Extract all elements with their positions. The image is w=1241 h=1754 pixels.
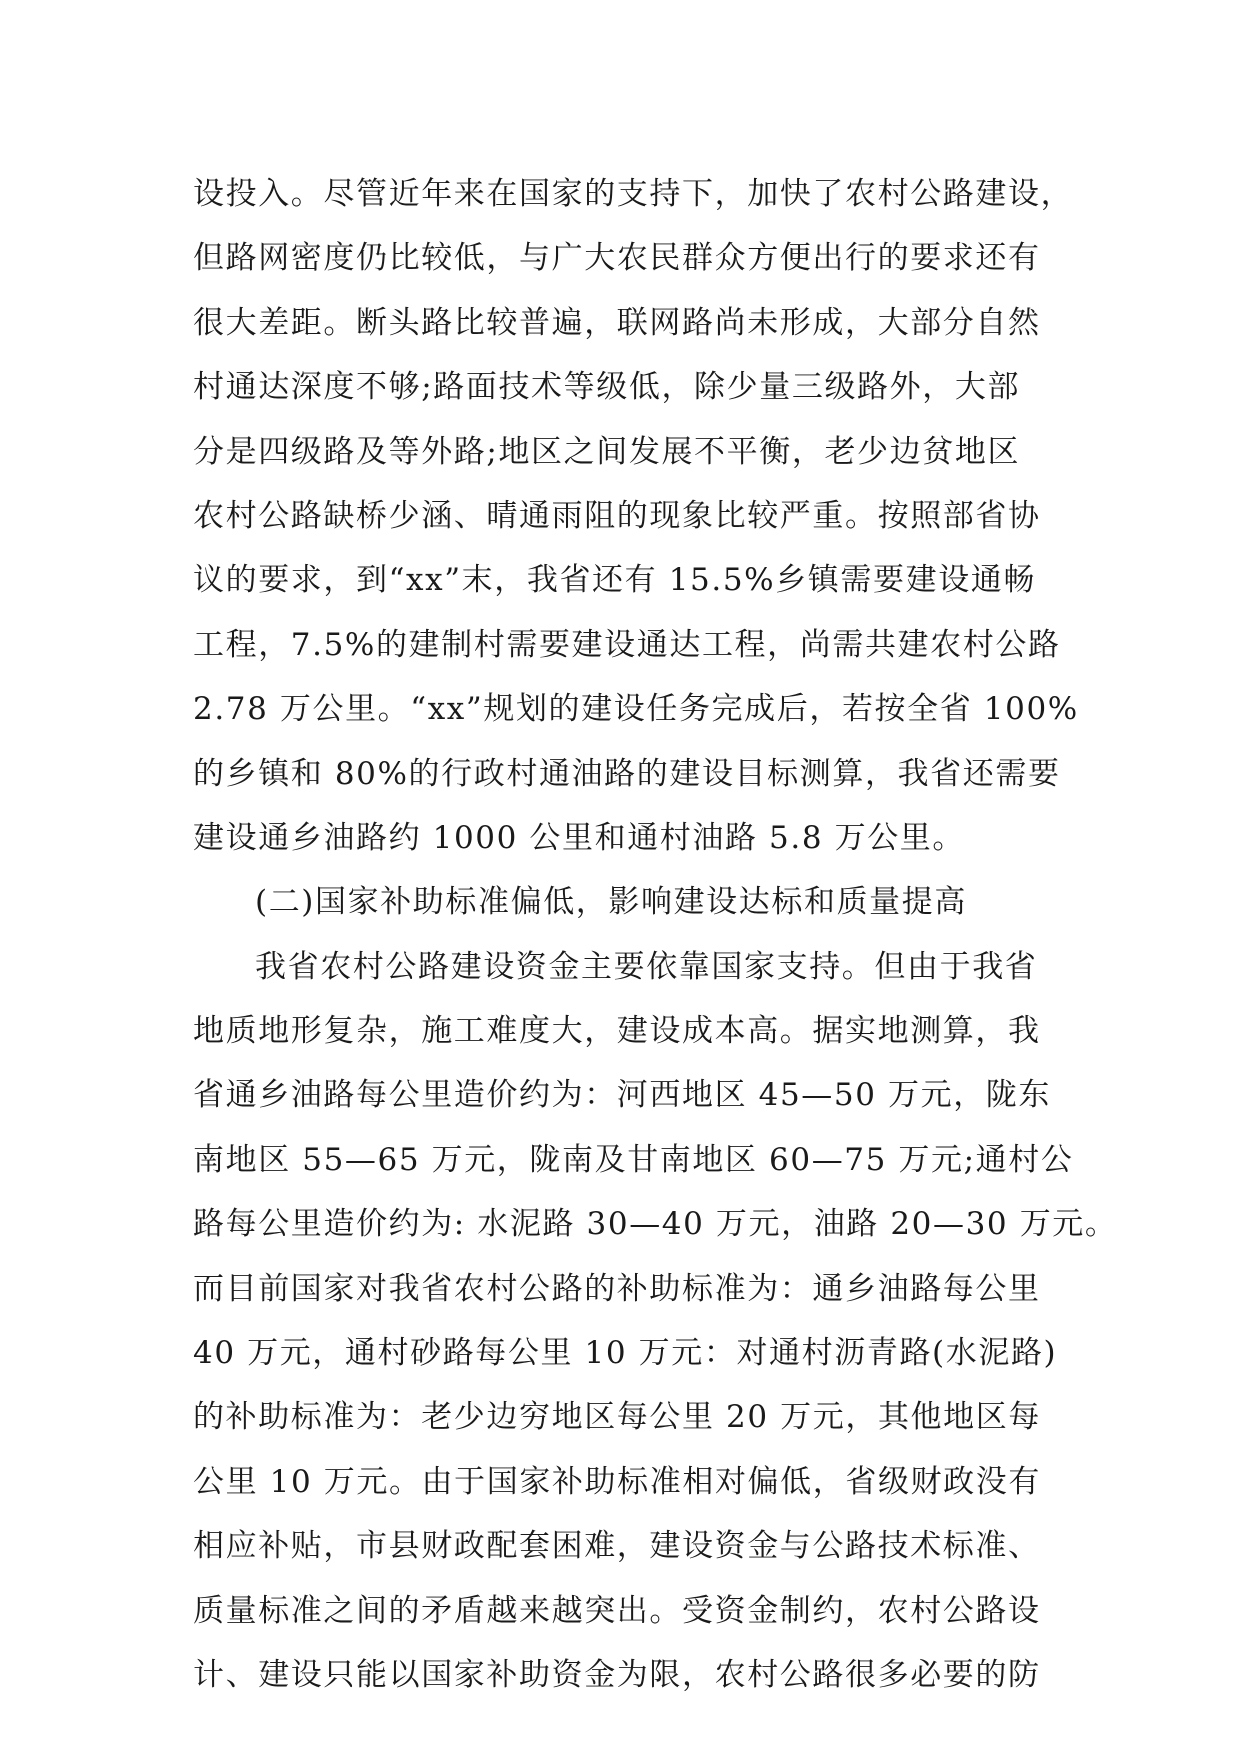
text-line: 计、建设只能以国家补助资金为限，农村公路很多必要的防 — [193, 1656, 1041, 1693]
text-line: 分是四级路及等外路;地区之间发展不平衡，老少边贫地区 — [193, 433, 1021, 470]
text-line: 路每公里造价约为: 水泥路 30—40 万元，油路 20—30 万元。 — [193, 1206, 1118, 1243]
text-line: 的补助标准为：老少边穷地区每公里 20 万元，其他地区每 — [193, 1399, 1041, 1436]
text-line: 很大差距。断头路比较普遍，联网路尚未形成，大部分自然 — [193, 304, 1041, 341]
text-line: 村通达深度不够;路面技术等级低，除少量三级路外，大部 — [193, 369, 1021, 406]
text-line: 省通乡油路每公里造价约为：河西地区 45—50 万元，陇东 — [193, 1077, 1051, 1114]
text-line: 但路网密度仍比较低，与广大农民群众方便出行的要求还有 — [193, 240, 1041, 277]
text-line: 公里 10 万元。由于国家补助标准相对偏低，省级财政没有 — [193, 1463, 1041, 1500]
text-line: 设投入。尽管近年来在国家的支持下，加快了农村公路建设， — [193, 176, 1074, 212]
text-line: 南地区 55—65 万元，陇南及甘南地区 60—75 万元;通村公 — [193, 1141, 1074, 1178]
paragraph-first-line: 我省农村公路建设资金主要依靠国家支持。但由于我省 — [255, 948, 1038, 985]
text-line: 40 万元，通村砂路每公里 10 万元：对通村沥青路(水泥路) — [193, 1335, 1058, 1372]
text-line: 地质地形复杂，施工难度大，建设成本高。据实地测算，我 — [193, 1013, 1041, 1050]
text-line: 相应补贴，市县财政配套困难，建设资金与公路技术标准、 — [193, 1528, 1041, 1565]
text-line: 农村公路缺桥少涵、晴通雨阻的现象比较严重。按照部省协 — [193, 497, 1041, 534]
text-line: 的乡镇和 80%的行政村通油路的建设目标测算，我省还需要 — [193, 755, 1061, 792]
section-heading: (二)国家补助标准偏低，影响建设达标和质量提高 — [255, 884, 967, 921]
text-line: 2.78 万公里。“xx”规划的建设任务完成后，若按全省 100% — [193, 691, 1079, 728]
text-line: 工程，7.5%的建制村需要建设通达工程，尚需共建农村公路 — [193, 626, 1061, 663]
document-body — [193, 162, 1118, 1707]
text-line: 质量标准之间的矛盾越来越突出。受资金制约，农村公路设 — [193, 1592, 1041, 1629]
text-line: 议的要求，到“xx”末，我省还有 15.5%乡镇需要建设通畅 — [193, 562, 1036, 599]
text-line: 而目前国家对我省农村公路的补助标准为：通乡油路每公里 — [193, 1270, 1041, 1307]
text-line: 建设通乡油路约 1000 公里和通村油路 5.8 万公里。 — [193, 819, 966, 856]
